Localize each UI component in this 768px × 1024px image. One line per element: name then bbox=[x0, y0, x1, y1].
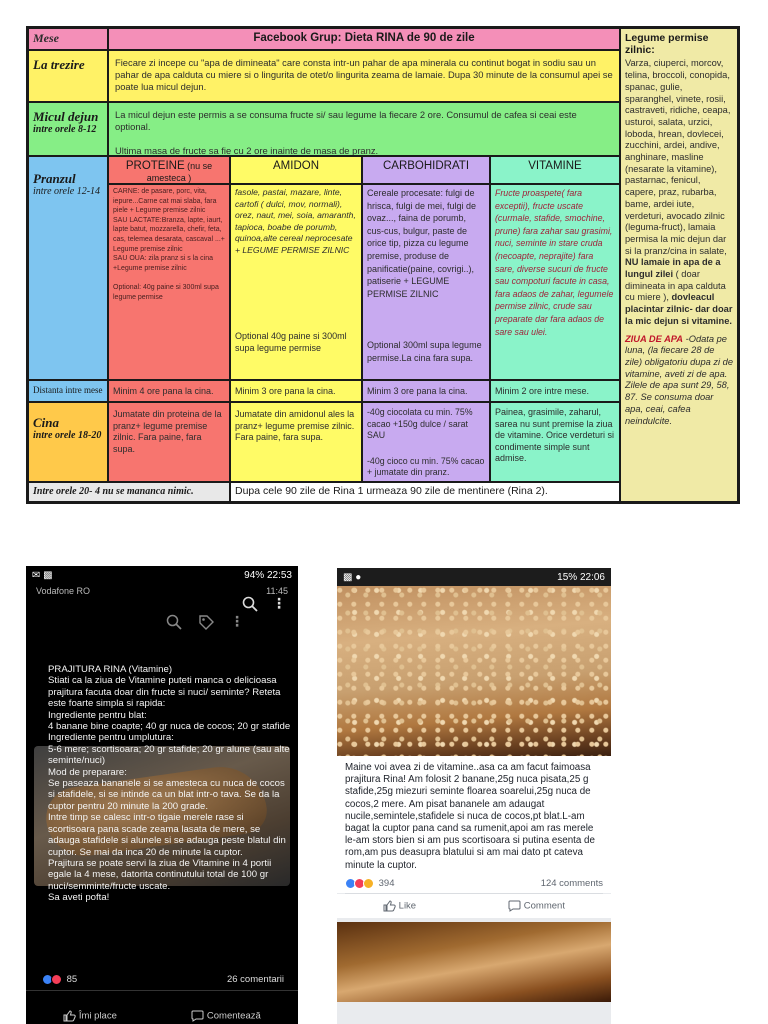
pranz-carbohidrati bbox=[362, 184, 490, 380]
col-head-amidon: AMIDON bbox=[230, 156, 362, 184]
distanta-amidon: Minim 3 ore pana la cina. bbox=[230, 380, 362, 402]
side-title: Legume permise zilnic: bbox=[625, 32, 709, 56]
status-right: 94% 22:53 bbox=[244, 569, 292, 581]
pranz-amidon-optional: Optional 40g paine si 300ml supa legume permise bbox=[235, 331, 347, 353]
footer-left: Intre orele 20- 4 nu se mananca nimic. bbox=[28, 482, 230, 502]
status-bar bbox=[337, 568, 611, 586]
status-bar bbox=[26, 566, 298, 584]
search-icon[interactable] bbox=[166, 614, 182, 635]
divider bbox=[26, 990, 298, 991]
sub-time: 11:45 bbox=[266, 586, 288, 596]
header-mese: Mese bbox=[28, 28, 108, 50]
reactions-row bbox=[337, 874, 611, 893]
top-actions bbox=[242, 596, 286, 617]
like-button[interactable]: Îmi place bbox=[63, 1010, 117, 1022]
more-options-icon[interactable]: ⋮ bbox=[230, 613, 244, 629]
screenshot-light-post bbox=[337, 568, 611, 1024]
cina-carbohidrati bbox=[362, 402, 490, 482]
col-head-proteine: PROTEINE (nu se amesteca ) bbox=[108, 156, 230, 184]
cina-vitamine: Painea, grasimile, zaharul, sarea nu sunt premise la ziua de vitamine. Orice verdeturi si condimente simple sunt admise. bbox=[490, 402, 620, 482]
pranz-carbohidrati-optional: Optional 300ml supa legume permise.La cina fara supa. bbox=[367, 340, 482, 363]
cina-carbohidrati-2: -40g cioco cu min. 75% cacao + jumatate din pranz. bbox=[367, 455, 485, 477]
status-right: 15% 22:06 bbox=[557, 571, 605, 583]
side-mid: ( doar dimineata in apa calduta cu miere ), bbox=[625, 269, 726, 303]
micul-dejun-line2: Ultima masa de fructe sa fie cu 2 ore inainte de masa de pranz. bbox=[115, 145, 379, 156]
pranz-vitamine: Fructe proaspete( fara exceptii), fructe uscate (curmale, stafide, smochine, prune) fara zahar sau grasimi, nuci, seminte in stare cruda (necoapte, neprajite) fara sare, diverse sucuri de fructe sau compoturi facute in casa, fara adaos de zahar, legumele permise zilnic, crude sau preparate dar fara adaos de sare sau ulei. bbox=[490, 184, 620, 380]
wow-reaction-icon bbox=[363, 878, 374, 889]
diet-table bbox=[26, 26, 740, 504]
row-label-cina: Cina intre orele 18-20 bbox=[28, 402, 108, 482]
top-actions-2 bbox=[166, 614, 244, 635]
comment-count[interactable]: 26 comentarii bbox=[226, 974, 284, 985]
cake-photo bbox=[337, 586, 611, 756]
col-head-carbohidrati: CARBOHIDRATI bbox=[362, 156, 490, 184]
thumbs-up-icon bbox=[63, 1010, 76, 1022]
zi-apa-title: ZIUA DE APA bbox=[625, 333, 684, 344]
row-label-la-trezire: La trezire bbox=[28, 50, 108, 102]
pranz-amidon bbox=[230, 184, 362, 380]
pranz-amidon-text: fasole, pastai, mazare, linte, cartofi ( dulci, mov, normali), orez, naut, mei, soia, amaranth, tapioca, boabe de porumb, quinoa,alte cereal neprocesate + LEGUME PERMISE ZILNIC bbox=[235, 187, 356, 255]
like-button[interactable]: Like bbox=[383, 900, 416, 912]
cake-photo-2 bbox=[337, 922, 611, 1002]
side-bold2: dovleacul placintar zilnic- dar doar la mic dejun si vitamine. bbox=[625, 292, 733, 326]
header-group: Facebook Grup: Dieta RINA de 90 de zile bbox=[108, 28, 620, 50]
reaction-count[interactable]: 394 bbox=[345, 878, 395, 889]
row-label-distanta: Distanta intre mese bbox=[28, 380, 108, 402]
pranz-carbohidrati-text: Cereale procesate: fulgi de hrisca, fulgi de mei, fulgi de ovaz..., faina de porumb, cus-cus, bulgur, paste de orice tip, pizza cu legume premise, produse de panificatie(paine, covrigi..), patiserie + LEGUME PERMISE ZILNIC bbox=[367, 188, 477, 299]
pranz-proteine: CARNE: de pasare, porc, vita, iepure...Carne cat mai slaba, fara piele + Legume premise zilnic SAU LACTATE:Branza, lapte, iaurt, lapte batut, mozzarella, chefir, feta, cas, telemea desarata, cascaval ...+ Legume premise zilnic SAU OUA: zila pranz si s la cina +Legume premise zilnic Optional: 40g paine si 300ml supa legume permise bbox=[108, 184, 230, 380]
carrier: Vodafone RO bbox=[36, 586, 91, 596]
row-label-micul-dejun: Micul dejun intre orele 8-12 bbox=[28, 102, 108, 156]
comment-button[interactable]: Comment bbox=[508, 900, 565, 912]
distanta-proteine: Minim 4 ore pana la cina. bbox=[108, 380, 230, 402]
reactions-row bbox=[34, 970, 292, 989]
search-icon[interactable] bbox=[242, 596, 258, 617]
comment-icon bbox=[508, 900, 521, 912]
reaction-count[interactable]: 85 bbox=[42, 974, 77, 985]
zi-apa-text: -Odata pe luna, (la fiecare 28 de zile) obligatoriu dupa zi de vitamine, aveti zi de apa. Zilele de apa sunt 29, 58, 87. Se consuma doar apa, ceai, cafea neindulcite. bbox=[625, 333, 734, 426]
tag-icon[interactable] bbox=[198, 614, 214, 635]
footer-right: Dupa cele 90 zile de Rina 1 urmeaza 90 zile de mentinere (Rina 2). bbox=[230, 482, 620, 502]
side-list: Varza, ciuperci, morcov, telina, broccoli, conopida, spanac, gulie, sparanghel, vinete, rosii, castraveti, ridiche, ceapa, usturoi, salata, urzici, loboda, hrean, dovlecei, zucchini, ardei, andive, anghinare, masline (nesarate la vitamine), pastarnac, fenicul, capere, praz, rubarba, bame, ardei iute, verdeturi, avocado zilnic (leguma-fruct), lamaia permisa la mic dejun dar si la pranz/cina in salate, bbox=[625, 58, 731, 256]
more-options-icon[interactable]: ⋮ bbox=[272, 595, 286, 611]
thumbs-up-icon bbox=[383, 900, 396, 912]
distanta-vitamine: Minim 2 ore intre mese. bbox=[490, 380, 620, 402]
post-text: Maine voi avea zi de vitamine..asa ca am facut faimoasa prajitura Rina! Am folosit 2 banane,25g nuca pisata,25 g stafide,25g miezuri seminte floarea soarelui,25g nuca de cocos,2 mere. Am pisat bananele am adaugat nucile,semintele,stafidele si nuca de cocos,pt blat.L-am bagat la cuptor pana cand sa rumenit,apoi am ras merele le-am stors bien si am pus scortisoara si putina esenta de rom,am pus deasupra blatului si am mai dato pt cateva minute la cuptor. bbox=[337, 756, 611, 874]
cina-proteine: Jumatate din proteina de la pranz+ legume premise zilnic. Fara paine, fara supa. bbox=[108, 402, 230, 482]
action-row bbox=[337, 894, 611, 918]
status-icons-left: ▩ ● bbox=[343, 571, 362, 583]
cina-amidon: Jumatate din amidonul ales la pranz+ legume premise zilnic. Fara paine, fara supa. bbox=[230, 402, 362, 482]
status-icons-left: ✉ ▩ bbox=[32, 569, 53, 581]
micul-dejun-line1: La micul dejun este permis a se consuma fructe si/ sau legume la fiecare 2 ore. Consumul de cafea si ceai este optional. bbox=[115, 109, 577, 132]
side-bold1: NU lamaie in apa de a lungul zilei bbox=[625, 257, 721, 280]
distanta-carbohidrati: Minim 3 ore pana la cina. bbox=[362, 380, 490, 402]
screenshot-dark-post bbox=[26, 566, 298, 1024]
post-text: PRAJITURA RINA (Vitamine) Stiati ca la ziua de Vitamine puteti manca o delicioasa prajitura facuta doar din fructe si nuci/ seminte? Reteta este foarte simpla si rapida: Ingrediente pentru blat: 4 banane bine coapte; 40 gr nuca de cocos; 20 gr stafide Ingrediente pentru umplutura: 5-6 mere; scortisoara; 20 gr stafide; 20 gr alune (sau alte seminte/nuci) Mod de preparare: Se paseaza bananele si se amesteca cu nuca de cocos si stafidele, si se intinde ca un blat intr-o tava. Se da la cuptor pentru 20 minute la 200 grade. Intre timp se calesc intr-o tigaie merele rase si scortisoara pana scade zeama lasata de mere, se adauga stafidele si alunele si se adauga peste blatul din cuptor. Se mai da inca 20 de minute la cuptor. Prajitura se poate servi la ziua de Vitamine in 4 portii egale la 4 mese, datorita continutului total de 100 gr nuci/semminte/fructe uscate. Sa aveti pofta! bbox=[48, 664, 291, 904]
love-reaction-icon bbox=[51, 974, 62, 985]
side-legume-permise bbox=[620, 28, 738, 502]
comment-button[interactable]: Comentează bbox=[191, 1010, 261, 1022]
cina-carbohidrati-1: -40g ciocolata cu min. 75% cacao +150g dulce / sarat SAU bbox=[367, 407, 473, 440]
comment-count[interactable]: 124 comments bbox=[540, 877, 603, 889]
la-trezire-text: Fiecare zi incepe cu "apa de dimineata" care consta intr-un pahar de apa minerala cu continut bogat in sodiu sau un pahar de apa calduta cu miere si o lingurita de otet/o lingurita zeama de lamaie. Dupa 30 minute de la consumul apei se poate lua micul dejun. bbox=[108, 50, 620, 102]
row-label-pranzul: Pranzul intre orele 12-14 bbox=[28, 156, 108, 380]
action-row bbox=[26, 1004, 298, 1024]
col-head-vitamine: VITAMINE bbox=[490, 156, 620, 184]
comment-icon bbox=[191, 1010, 204, 1022]
micul-dejun-text bbox=[108, 102, 620, 156]
